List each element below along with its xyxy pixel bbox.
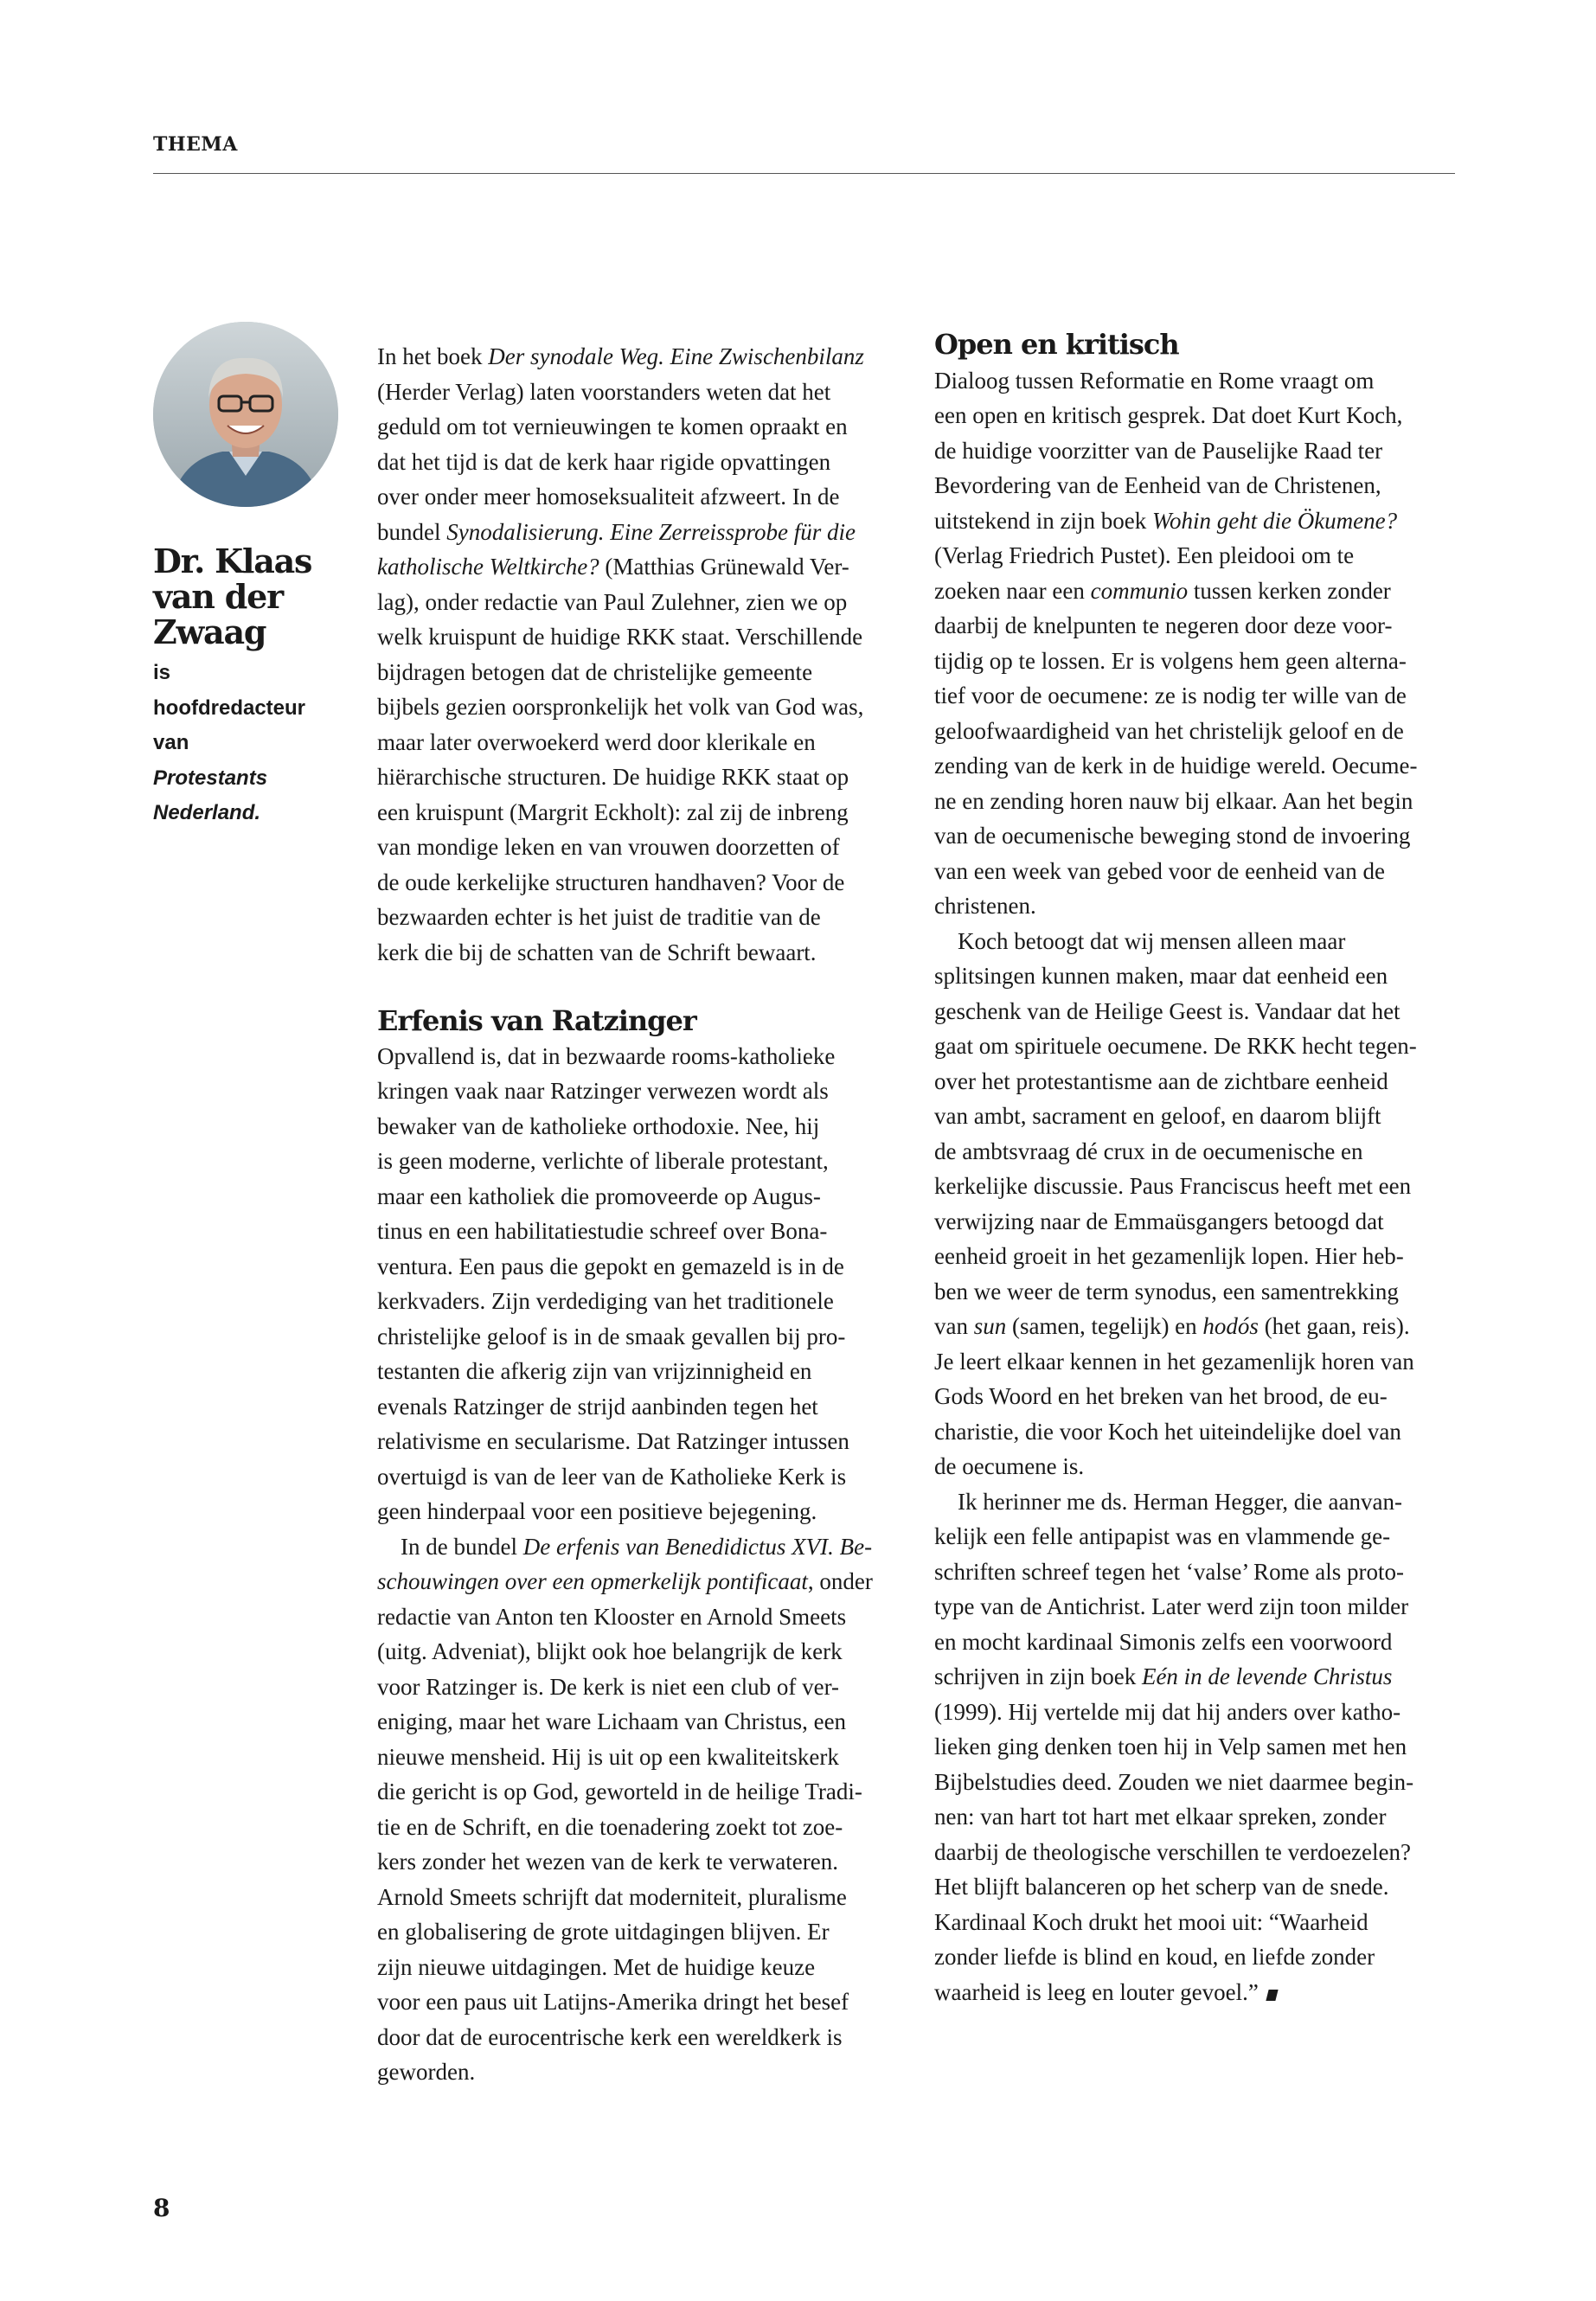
text-line: dat het tijd is dat de kerk haar rigide opvattingen [377, 448, 831, 475]
text-line: (1999). Hij vertelde mij dat hij anders over katho- [934, 1698, 1401, 1725]
text-line: van de oecumenische beweging stond de invoering [934, 823, 1411, 849]
paragraph [934, 1484, 1453, 2010]
text-line: waarheid is leeg en louter gevoel.” [934, 1975, 1453, 2010]
author-name [153, 543, 335, 650]
author-photo [153, 322, 338, 507]
page-number: 8 [153, 2194, 170, 2222]
text-line: (Verlag Friedrich Pustet). Een pleidooi om te [934, 542, 1355, 568]
text-line: Gods Woord en het breken van het brood, de eu- [934, 1383, 1388, 1409]
text-line: een open en kritisch gesprek. Dat doet Kurt Koch, [934, 402, 1403, 428]
text-line: (uitg. Adveniat), blijkt ook hoe belangrijk de kerk [377, 1638, 843, 1664]
text-line: en globalisering de grote uitdagingen blijven. Er [377, 1919, 830, 1945]
text-line: van sun (samen, tegelijk) en hodós (het gaan, reis). [934, 1313, 1410, 1339]
text-line: door dat de eurocentrische kerk een wereldkerk is [377, 2023, 843, 2050]
text-line: die gericht is op God, geworteld in de heilige Tradi- [377, 1779, 862, 1804]
author-portrait-illustration [153, 322, 338, 507]
text-line: maar een katholiek die promoveerde op Augus- [377, 1183, 821, 1209]
author-bio-line: is [153, 661, 171, 684]
paragraph [377, 1529, 896, 2090]
text-line: gaat om spirituele oecumene. De RKK hecht tegen- [934, 1033, 1417, 1059]
text-line: overtuigd is van de leer van de Katholieke Kerk is [377, 1463, 847, 1490]
text-line: lag), onder redactie van Paul Zulehner, zien we op [377, 588, 848, 615]
text-line: Arnold Smeets schrijft dat moderniteit, pluralisme [377, 1883, 847, 1910]
author-name-line: van der [153, 577, 283, 616]
text-line: type van de Antichrist. Later werd zijn toon milder [934, 1593, 1409, 1619]
text-line: zoeken naar een communio tussen kerken zonder [934, 577, 1391, 604]
text-line: daarbij de knelpunten te negeren door deze voor- [934, 612, 1393, 638]
text-line: uitstekend in zijn boek Wohin geht die Ökumene? [934, 507, 1398, 534]
text-line: tijdig op te lossen. Er is volgens hem geen alterna- [934, 647, 1407, 674]
text-line: katholische Weltkirche? (Matthias Grünewald Ver- [377, 554, 849, 580]
text-line: geloofwaardigheid van het christelijk geloof en de [934, 717, 1404, 744]
italic-title: katholische Weltkirche? [377, 554, 599, 580]
text-line: Je leert elkaar kennen in het gezamenlijk horen van [934, 1348, 1414, 1375]
text-line: In het boek Der synodale Weg. Eine Zwischenbilanz [377, 343, 864, 369]
text-line: ventura. Een paus die gepokt en gemazeld is in de [377, 1253, 844, 1279]
text-line: Kardinaal Koch drukt het mooi uit: “Waarheid [934, 1908, 1368, 1935]
article-column-left [377, 339, 896, 2090]
text-line: eenheid groeit in het gezamenlijk lopen. Hier heb- [934, 1243, 1404, 1269]
text-line: voor een paus uit Latijns-Amerika dringt het besef [377, 1989, 849, 2015]
text-line: tief voor de oecumene: ze is nodig ter wille van de [934, 683, 1407, 708]
italic-title: hodós [1202, 1313, 1259, 1339]
text-line: zijn nieuwe uitdagingen. Met de huidige keuze [377, 1953, 816, 1980]
author-bio-line: van [153, 731, 189, 754]
text-line: bundel Synodalisierung. Eine Zerreissprobe für die [377, 518, 856, 545]
paragraph [377, 339, 896, 970]
text-line: de oecumene is. [934, 1453, 1085, 1479]
text-line: de oude kerkelijke structuren handhaven? Voor de [377, 868, 845, 895]
text-line: redactie van Anton ten Klooster en Arnold Smeets [377, 1603, 847, 1630]
italic-title: Eén in de levende Christus [1141, 1663, 1393, 1689]
text-line: splitsingen kunnen maken, maar dat eenheid een [934, 963, 1388, 989]
text-line: tie en de Schrift, en die toenadering zoekt tot zoe- [377, 1813, 843, 1840]
text-line: zonder liefde is blind en koud, en liefde zonder [934, 1944, 1375, 1970]
text-line: van een week van gebed voor de eenheid van de [934, 857, 1386, 884]
section-label: THEMA [153, 133, 238, 156]
text-line: kringen vaak naar Ratzinger verwezen wordt als [377, 1078, 829, 1104]
text-line: Ik herinner me ds. Herman Hegger, die aanvan- [958, 1488, 1402, 1515]
text-line: bezwaarden echter is het juist de traditie van de [377, 904, 821, 930]
text-line: Bevordering van de Eenheid van de Christenen, [934, 472, 1381, 498]
text-line: ne en zending horen nauw bij elkaar. Aan het begin [934, 787, 1413, 814]
text-line: relativisme en secularisme. Dat Ratzinger intussen [377, 1428, 849, 1454]
text-line: schriften schreef tegen het ‘valse’ Rome als proto- [934, 1558, 1405, 1585]
text-line: In de bundel De erfenis van Benedidictus XVI. Be- [401, 1533, 873, 1560]
text-line: bewaker van de katholieke orthodoxie. Nee, hij [377, 1112, 820, 1139]
end-mark-icon [1266, 1990, 1278, 2001]
text-line: bijdragen betogen dat de christelijke gemeente [377, 658, 813, 685]
text-line: en mocht kardinaal Simonis zelfs een voorwoord [934, 1628, 1393, 1655]
text-line: evenals Ratzinger de strijd aanbinden tegen het [377, 1393, 818, 1420]
text-line: eniging, maar het ware Lichaam van Christus, een [377, 1708, 847, 1734]
italic-title: schouwingen over een opmerkelijk pontificaat [377, 1568, 808, 1594]
text-line: de huidige voorzitter van de Pauselijke Raad ter [934, 437, 1383, 464]
text-line: over onder meer homoseksualiteit afzweert. In de [377, 484, 840, 510]
text-line: kerkelijke discussie. Paus Franciscus heeft met een [934, 1173, 1412, 1199]
text-line: hiërarchische structuren. De huidige RKK staat op [377, 764, 849, 790]
text-line: tinus en een habilitatiestudie schreef over Bona- [377, 1218, 828, 1244]
subheading-open-en-kritisch: Open en kritisch [934, 328, 1179, 361]
header-rule [153, 173, 1455, 174]
text-line: christenen. [934, 893, 1036, 919]
text-line: bijbels gezien oorspronkelijk het volk van God was, [377, 694, 864, 720]
text-line: geen hinderpaal voor een positieve bejegening. [377, 1498, 817, 1524]
text-line: geworden. [377, 2059, 476, 2085]
italic-title: communio [1090, 577, 1189, 604]
author-name-line: Zwaag [153, 612, 266, 651]
text-line: de ambtsvraag dé crux in de oecumenische en [934, 1138, 1363, 1164]
text-line: (Herder Verlag) laten voorstanders weten dat het [377, 378, 831, 405]
author-bio-organisation: Protestants [153, 766, 268, 790]
text-line: nieuwe mensheid. Hij is uit op een kwaliteitskerk [377, 1743, 839, 1770]
italic-title: Synodalisierung. Eine Zerreissprobe für die [446, 518, 856, 545]
text-line: Bijbelstudies deed. Zouden we niet daarmee begin- [934, 1768, 1414, 1795]
text-line: verwijzing naar de Emmaüsgangers betoogd dat [934, 1208, 1384, 1234]
text-line: schouwingen over een opmerkelijk pontificaat, onder [377, 1568, 873, 1594]
text-line: nen: van hart tot hart met elkaar spreken, zonder [934, 1804, 1387, 1830]
text-line: maar later overwoekerd werd door klerikale en [377, 728, 816, 755]
text-line: kelijk een felle antipapist was en vlammende ge- [934, 1523, 1391, 1549]
text-line: Het blijft balanceren op het scherp van de snede. [934, 1874, 1389, 1900]
subheading-erfenis: Erfenis van Ratzinger [377, 1004, 696, 1037]
paragraph [934, 924, 1453, 1484]
italic-title: Der synodale Weg. Eine Zwischenbilanz [488, 343, 864, 369]
text-line: van mondige leken en van vrouwen doorzetten of [377, 834, 840, 860]
text-line: Opvallend is, dat in bezwaarde rooms-katholieke [377, 1042, 836, 1069]
text-line: Koch betoogt dat wij mensen alleen maar [958, 927, 1346, 954]
text-line: een kruispunt (Margrit Eckholt): zal zij de inbreng [377, 798, 849, 825]
text-line: zending van de kerk in de huidige wereld. Oecume- [934, 753, 1418, 779]
text-line: christelijke geloof is in de smaak gevallen bij pro- [377, 1323, 846, 1349]
italic-title: Wohin geht die Ökumene? [1151, 507, 1398, 534]
text-line: charistie, die voor Koch het uiteindelijke doel van [934, 1418, 1401, 1445]
italic-title: sun [973, 1313, 1007, 1339]
text-line: van ambt, sacrament en geloof, en daarom blijft [934, 1103, 1381, 1129]
text-line: daarbij de theologische verschillen te verdoezelen? [934, 1838, 1411, 1865]
text-line: welk kruispunt de huidige RKK staat. Verschillende [377, 624, 863, 650]
text-line: kerk die bij de schatten van de Schrift bewaart. [377, 939, 817, 965]
text-line: voor Ratzinger is. De kerk is niet een club of ver- [377, 1673, 840, 1700]
article-column-right [934, 328, 1453, 2009]
italic-title: De erfenis van Benedidictus XVI. Be- [522, 1533, 873, 1560]
text-line: over het protestantisme aan de zichtbare eenheid [934, 1067, 1388, 1094]
text-line: kerkvaders. Zijn verdediging van het traditionele [377, 1288, 834, 1314]
text-line: kers zonder het wezen van de kerk te verwateren. [377, 1849, 838, 1875]
paragraph [934, 363, 1453, 924]
paragraph [377, 1039, 896, 1529]
text-line: schrijven in zijn boek Eén in de levende Christus [934, 1663, 1393, 1689]
author-name-line: Dr. Klaas [153, 542, 312, 580]
text-line: is geen moderne, verlichte of liberale protestant, [377, 1148, 829, 1174]
text-line: testanten die afkerig zijn van vrijzinnigheid en [377, 1358, 812, 1384]
text-line: ben we weer de term synodus, een samentrekking [934, 1278, 1399, 1304]
author-bio-line: hoofdredacteur [153, 695, 306, 720]
text-line: lieken ging denken toen hij in Velp samen met hen [934, 1734, 1407, 1759]
author-bio-organisation: Nederland. [153, 801, 261, 824]
text-line: Dialoog tussen Reformatie en Rome vraagt om [934, 367, 1375, 394]
text-line: geduld om tot vernieuwingen te komen opraakt en [377, 413, 848, 439]
author-bio [153, 656, 343, 831]
text-line: geschenk van de Heilige Geest is. Vandaar dat het [934, 997, 1401, 1024]
